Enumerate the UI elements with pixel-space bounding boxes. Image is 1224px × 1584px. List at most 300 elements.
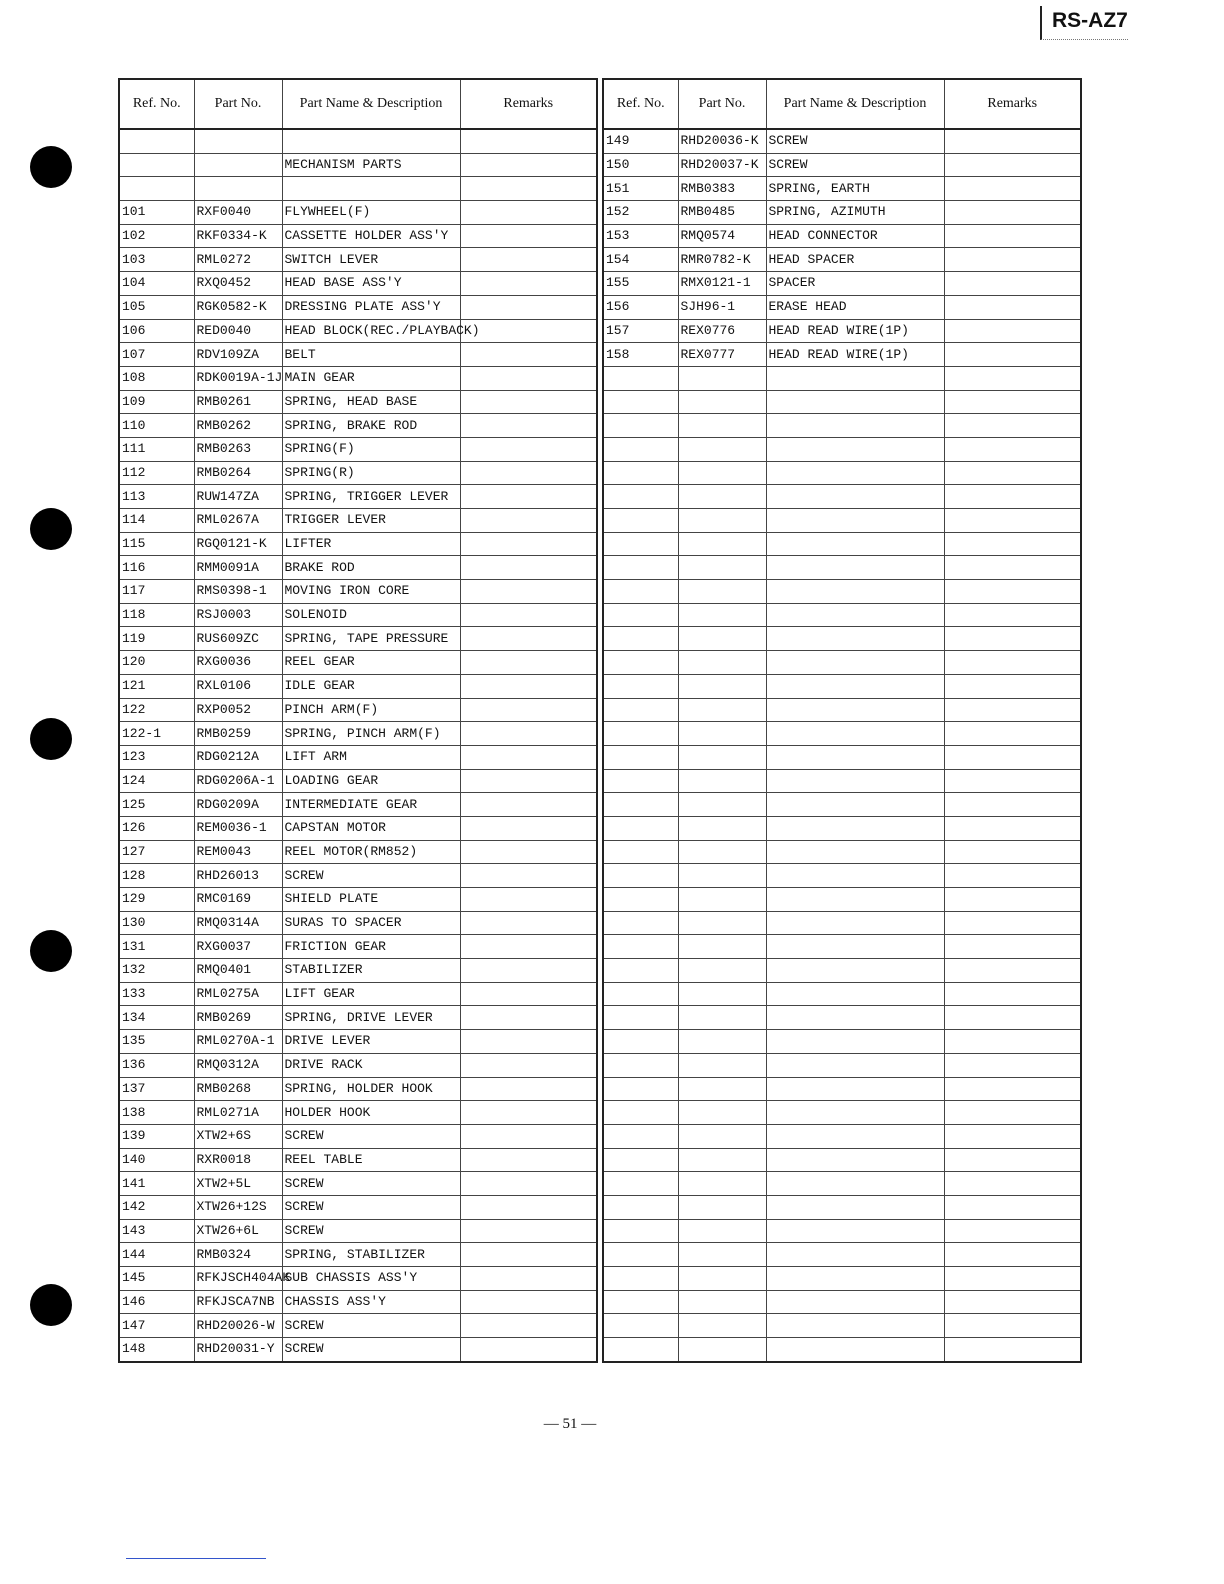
table-row — [603, 272, 1081, 296]
ref-no-cell: 150 — [603, 153, 678, 177]
ref-no-cell — [603, 1172, 678, 1196]
table-row — [603, 1053, 1081, 1077]
remarks-cell — [460, 1030, 597, 1054]
part-no-cell: RHD20026-W — [194, 1314, 282, 1338]
table-row — [119, 390, 597, 414]
part-no-cell — [678, 603, 766, 627]
part-no-cell: RHD20037-K — [678, 153, 766, 177]
table-row — [603, 556, 1081, 580]
parts-table-left — [118, 78, 598, 1363]
table-row — [603, 982, 1081, 1006]
description-cell: SPRING, AZIMUTH — [766, 201, 944, 225]
ref-no-cell: 141 — [119, 1172, 194, 1196]
remarks-cell — [944, 888, 1081, 912]
ref-no-cell — [603, 959, 678, 983]
table-row — [119, 272, 597, 296]
ref-no-cell — [603, 651, 678, 675]
part-no-cell — [678, 366, 766, 390]
table-row — [119, 769, 597, 793]
table-row — [603, 888, 1081, 912]
part-no-cell — [678, 1267, 766, 1291]
remarks-cell — [944, 935, 1081, 959]
table-row — [119, 532, 597, 556]
description-cell — [766, 1124, 944, 1148]
description-cell: HEAD READ WIRE(1P) — [766, 319, 944, 343]
part-no-cell: XTW2+5L — [194, 1172, 282, 1196]
description-cell: CHASSIS ASS'Y — [282, 1290, 460, 1314]
table-row — [603, 461, 1081, 485]
description-cell: SUB CHASSIS ASS'Y — [282, 1267, 460, 1291]
description-cell — [766, 888, 944, 912]
ref-no-cell: 133 — [119, 982, 194, 1006]
part-no-cell: REX0776 — [678, 319, 766, 343]
description-cell — [766, 1148, 944, 1172]
part-no-cell: RGQ0121-K — [194, 532, 282, 556]
ref-no-cell — [603, 1030, 678, 1054]
part-no-cell: REX0777 — [678, 343, 766, 367]
part-no-cell: RMB0264 — [194, 461, 282, 485]
remarks-cell — [460, 580, 597, 604]
binder-hole — [30, 508, 72, 550]
description-cell: SCREW — [282, 864, 460, 888]
part-no-cell: RDV109ZA — [194, 343, 282, 367]
remarks-cell — [460, 224, 597, 248]
ref-no-cell: 139 — [119, 1124, 194, 1148]
table-row — [603, 1148, 1081, 1172]
remarks-cell — [944, 1148, 1081, 1172]
ref-no-cell: 157 — [603, 319, 678, 343]
table-row — [603, 390, 1081, 414]
remarks-cell — [460, 1195, 597, 1219]
ref-no-cell — [603, 911, 678, 935]
parts-table-right — [602, 78, 1082, 1363]
description-cell: HEAD READ WIRE(1P) — [766, 343, 944, 367]
description-cell — [766, 840, 944, 864]
remarks-cell — [944, 722, 1081, 746]
part-no-cell: RML0271A — [194, 1101, 282, 1125]
description-cell: SOLENOID — [282, 603, 460, 627]
table-row — [119, 1101, 597, 1125]
table-row — [119, 840, 597, 864]
table-row — [119, 1053, 597, 1077]
ref-no-cell: 109 — [119, 390, 194, 414]
description-cell — [766, 1101, 944, 1125]
ref-no-cell: 125 — [119, 793, 194, 817]
ref-no-cell — [603, 1195, 678, 1219]
part-no-cell: RHD26013 — [194, 864, 282, 888]
remarks-cell — [944, 509, 1081, 533]
table-row — [603, 319, 1081, 343]
part-no-cell: RMX0121-1 — [678, 272, 766, 296]
part-no-cell: RDG0206A-1 — [194, 769, 282, 793]
table-row — [119, 935, 597, 959]
ref-no-cell: 108 — [119, 366, 194, 390]
description-cell — [766, 982, 944, 1006]
ref-no-cell: 136 — [119, 1053, 194, 1077]
table-row — [603, 651, 1081, 675]
description-cell: REEL TABLE — [282, 1148, 460, 1172]
remarks-cell — [944, 556, 1081, 580]
table-row — [119, 1006, 597, 1030]
ref-no-cell — [603, 1219, 678, 1243]
description-cell: DRIVE RACK — [282, 1053, 460, 1077]
ref-no-cell — [603, 1314, 678, 1338]
description-cell: SPRING(F) — [282, 437, 460, 461]
table-row — [603, 248, 1081, 272]
table-row — [119, 651, 597, 675]
part-no-cell: XTW26+6L — [194, 1219, 282, 1243]
table-row — [119, 1219, 597, 1243]
table-row — [119, 153, 597, 177]
table-row — [603, 1101, 1081, 1125]
part-no-cell: RML0270A-1 — [194, 1030, 282, 1054]
remarks-cell — [944, 1077, 1081, 1101]
part-no-header: Part No. — [678, 79, 766, 129]
ref-no-cell: 113 — [119, 485, 194, 509]
table-row — [119, 888, 597, 912]
description-header: Part Name & Description — [766, 79, 944, 129]
ref-no-cell: 118 — [119, 603, 194, 627]
remarks-cell — [460, 1338, 597, 1362]
ref-no-cell: 152 — [603, 201, 678, 225]
part-no-cell — [678, 651, 766, 675]
table-row — [603, 343, 1081, 367]
part-no-cell: RDG0209A — [194, 793, 282, 817]
remarks-cell — [944, 390, 1081, 414]
part-no-cell: RFKJSCA7NB — [194, 1290, 282, 1314]
ref-no-cell: 130 — [119, 911, 194, 935]
table-row — [119, 722, 597, 746]
description-cell: FRICTION GEAR — [282, 935, 460, 959]
remarks-cell — [460, 793, 597, 817]
ref-no-cell: 135 — [119, 1030, 194, 1054]
description-cell — [766, 1338, 944, 1362]
table-row — [603, 935, 1081, 959]
ref-no-cell — [603, 414, 678, 438]
description-cell — [766, 603, 944, 627]
description-cell: INTERMEDIATE GEAR — [282, 793, 460, 817]
ref-no-cell: 158 — [603, 343, 678, 367]
remarks-cell — [460, 982, 597, 1006]
description-cell: SPRING, PINCH ARM(F) — [282, 722, 460, 746]
ref-no-cell: 124 — [119, 769, 194, 793]
remarks-cell — [944, 295, 1081, 319]
table-row — [603, 769, 1081, 793]
ref-no-cell: 103 — [119, 248, 194, 272]
table-row — [603, 1077, 1081, 1101]
remarks-cell — [944, 414, 1081, 438]
remarks-cell — [460, 1053, 597, 1077]
remarks-cell — [460, 888, 597, 912]
part-no-cell — [194, 153, 282, 177]
part-no-cell — [678, 580, 766, 604]
part-no-cell: RMR0782-K — [678, 248, 766, 272]
table-row — [119, 366, 597, 390]
description-cell — [766, 437, 944, 461]
remarks-cell — [944, 816, 1081, 840]
remarks-cell — [944, 864, 1081, 888]
ref-no-cell: 127 — [119, 840, 194, 864]
description-cell: SCREW — [766, 153, 944, 177]
description-cell: BRAKE ROD — [282, 556, 460, 580]
part-no-cell: RMB0261 — [194, 390, 282, 414]
part-no-cell: RMQ0314A — [194, 911, 282, 935]
table-row — [603, 414, 1081, 438]
ref-no-cell — [603, 1290, 678, 1314]
part-no-cell — [194, 129, 282, 153]
binder-hole — [30, 930, 72, 972]
remarks-cell — [460, 935, 597, 959]
remarks-cell — [460, 864, 597, 888]
part-no-cell: RMB0263 — [194, 437, 282, 461]
remarks-cell — [460, 627, 597, 651]
part-no-cell: XTW2+6S — [194, 1124, 282, 1148]
description-cell — [766, 461, 944, 485]
part-no-cell — [678, 1338, 766, 1362]
table-row — [119, 793, 597, 817]
table-row — [119, 248, 597, 272]
part-no-cell: RSJ0003 — [194, 603, 282, 627]
part-no-cell — [678, 935, 766, 959]
description-cell: DRESSING PLATE ASS'Y — [282, 295, 460, 319]
remarks-cell — [944, 366, 1081, 390]
part-no-cell — [678, 1053, 766, 1077]
part-no-cell — [678, 840, 766, 864]
part-no-cell: RMB0262 — [194, 414, 282, 438]
description-cell — [766, 1243, 944, 1267]
table-row — [119, 1195, 597, 1219]
table-header-row — [603, 79, 1081, 129]
remarks-cell — [944, 982, 1081, 1006]
remarks-cell — [460, 366, 597, 390]
table-row — [603, 201, 1081, 225]
ref-no-cell: 116 — [119, 556, 194, 580]
description-cell: REEL MOTOR(RM852) — [282, 840, 460, 864]
part-no-cell: RMQ0312A — [194, 1053, 282, 1077]
description-cell: SCREW — [282, 1172, 460, 1196]
description-cell — [766, 532, 944, 556]
part-no-cell: RMB0259 — [194, 722, 282, 746]
description-cell: SHIELD PLATE — [282, 888, 460, 912]
description-cell: PINCH ARM(F) — [282, 698, 460, 722]
table-row — [119, 674, 597, 698]
part-no-cell — [678, 745, 766, 769]
ref-no-cell: 132 — [119, 959, 194, 983]
remarks-cell — [460, 603, 597, 627]
remarks-cell — [944, 485, 1081, 509]
remarks-cell — [944, 224, 1081, 248]
part-no-cell: RUW147ZA — [194, 485, 282, 509]
table-row — [603, 698, 1081, 722]
ref-no-cell: 115 — [119, 532, 194, 556]
description-cell: SPRING, TRIGGER LEVER — [282, 485, 460, 509]
ref-no-cell — [603, 816, 678, 840]
description-cell: LOADING GEAR — [282, 769, 460, 793]
part-no-cell: RML0275A — [194, 982, 282, 1006]
remarks-cell — [944, 674, 1081, 698]
ref-no-cell: 106 — [119, 319, 194, 343]
ref-no-cell — [603, 1006, 678, 1030]
part-no-cell: XTW26+12S — [194, 1195, 282, 1219]
remarks-cell — [944, 745, 1081, 769]
description-cell: MOVING IRON CORE — [282, 580, 460, 604]
description-cell — [766, 1267, 944, 1291]
ref-no-cell — [603, 1053, 678, 1077]
table-row — [119, 295, 597, 319]
description-cell: LIFTER — [282, 532, 460, 556]
ref-no-cell: 128 — [119, 864, 194, 888]
part-no-cell — [678, 864, 766, 888]
remarks-cell — [460, 556, 597, 580]
table-row — [603, 745, 1081, 769]
description-cell: TRIGGER LEVER — [282, 509, 460, 533]
remarks-cell — [460, 769, 597, 793]
table-row — [119, 1338, 597, 1362]
table-row — [603, 674, 1081, 698]
table-row — [119, 627, 597, 651]
ref-no-cell: 123 — [119, 745, 194, 769]
table-row — [119, 982, 597, 1006]
part-no-cell: RHD20031-Y — [194, 1338, 282, 1362]
part-no-cell: SJH96-1 — [678, 295, 766, 319]
remarks-cell — [460, 319, 597, 343]
ref-no-cell — [603, 485, 678, 509]
ref-no-cell — [603, 1124, 678, 1148]
remarks-cell — [460, 1290, 597, 1314]
ref-no-cell: 105 — [119, 295, 194, 319]
part-no-cell — [678, 414, 766, 438]
remarks-cell — [944, 1053, 1081, 1077]
table-row — [119, 603, 597, 627]
table-row — [603, 1172, 1081, 1196]
binder-hole — [30, 718, 72, 760]
part-no-cell: RHD20036-K — [678, 129, 766, 153]
table-row — [603, 959, 1081, 983]
part-no-cell — [678, 1148, 766, 1172]
remarks-cell — [944, 177, 1081, 201]
part-no-cell — [678, 982, 766, 1006]
part-no-cell: RMB0324 — [194, 1243, 282, 1267]
remarks-cell — [460, 1077, 597, 1101]
part-no-cell: REM0036-1 — [194, 816, 282, 840]
table-row — [119, 129, 597, 153]
table-row — [603, 366, 1081, 390]
ref-no-cell: 104 — [119, 272, 194, 296]
description-cell: SCREW — [282, 1314, 460, 1338]
remarks-cell — [460, 959, 597, 983]
remarks-cell — [944, 911, 1081, 935]
table-row — [603, 153, 1081, 177]
description-cell: SCREW — [282, 1124, 460, 1148]
remarks-cell — [944, 959, 1081, 983]
ref-no-cell: 121 — [119, 674, 194, 698]
ref-no-cell: 131 — [119, 935, 194, 959]
remarks-cell — [460, 745, 597, 769]
remarks-header: Remarks — [944, 79, 1081, 129]
description-cell — [766, 793, 944, 817]
description-cell: LIFT ARM — [282, 745, 460, 769]
remarks-cell — [944, 1030, 1081, 1054]
ref-no-cell — [603, 603, 678, 627]
part-no-cell — [678, 1172, 766, 1196]
table-row — [119, 698, 597, 722]
table-header-row — [119, 79, 597, 129]
ref-no-cell: 154 — [603, 248, 678, 272]
ref-no-cell — [603, 366, 678, 390]
parts-table-left-body — [119, 129, 597, 1362]
remarks-cell — [460, 1101, 597, 1125]
description-cell — [282, 129, 460, 153]
table-row — [603, 177, 1081, 201]
part-no-cell: RXL0106 — [194, 674, 282, 698]
ref-no-header: Ref. No. — [603, 79, 678, 129]
ref-no-cell — [603, 840, 678, 864]
description-cell: SWITCH LEVER — [282, 248, 460, 272]
description-cell — [766, 509, 944, 533]
table-row — [603, 864, 1081, 888]
ref-no-cell — [603, 437, 678, 461]
part-no-cell: RML0267A — [194, 509, 282, 533]
part-no-cell: REM0043 — [194, 840, 282, 864]
description-cell: HEAD CONNECTOR — [766, 224, 944, 248]
part-no-cell — [678, 532, 766, 556]
description-cell: LIFT GEAR — [282, 982, 460, 1006]
ref-no-cell — [603, 532, 678, 556]
part-no-cell — [678, 1006, 766, 1030]
table-row — [119, 437, 597, 461]
description-cell: HEAD BLOCK(REC./PLAYBACK) — [282, 319, 460, 343]
table-row — [119, 1267, 597, 1291]
part-no-cell — [678, 1219, 766, 1243]
description-cell: HEAD SPACER — [766, 248, 944, 272]
description-cell: SPRING, STABILIZER — [282, 1243, 460, 1267]
description-cell — [766, 1195, 944, 1219]
remarks-cell — [460, 485, 597, 509]
remarks-cell — [944, 1006, 1081, 1030]
ref-no-cell: 144 — [119, 1243, 194, 1267]
ref-no-cell — [603, 580, 678, 604]
table-row — [603, 793, 1081, 817]
description-cell — [766, 627, 944, 651]
part-no-cell — [678, 461, 766, 485]
ref-no-cell: 122 — [119, 698, 194, 722]
part-no-cell: RDK0019A-1J — [194, 366, 282, 390]
remarks-cell — [944, 129, 1081, 153]
table-row — [119, 816, 597, 840]
remarks-cell — [944, 1290, 1081, 1314]
ref-no-cell: 107 — [119, 343, 194, 367]
table-row — [603, 1267, 1081, 1291]
remarks-cell — [460, 1243, 597, 1267]
description-cell: SURAS TO SPACER — [282, 911, 460, 935]
description-cell: HOLDER HOOK — [282, 1101, 460, 1125]
table-row — [119, 1148, 597, 1172]
part-no-cell — [678, 793, 766, 817]
part-no-cell — [678, 698, 766, 722]
description-cell — [282, 177, 460, 201]
remarks-cell — [944, 603, 1081, 627]
description-cell — [766, 414, 944, 438]
ref-no-cell: 102 — [119, 224, 194, 248]
remarks-cell — [460, 816, 597, 840]
remarks-cell — [460, 840, 597, 864]
ref-no-cell — [119, 177, 194, 201]
description-cell: FLYWHEEL(F) — [282, 201, 460, 225]
ref-no-cell: 111 — [119, 437, 194, 461]
remarks-cell — [460, 1267, 597, 1291]
ref-no-cell — [603, 556, 678, 580]
ref-no-cell: 151 — [603, 177, 678, 201]
